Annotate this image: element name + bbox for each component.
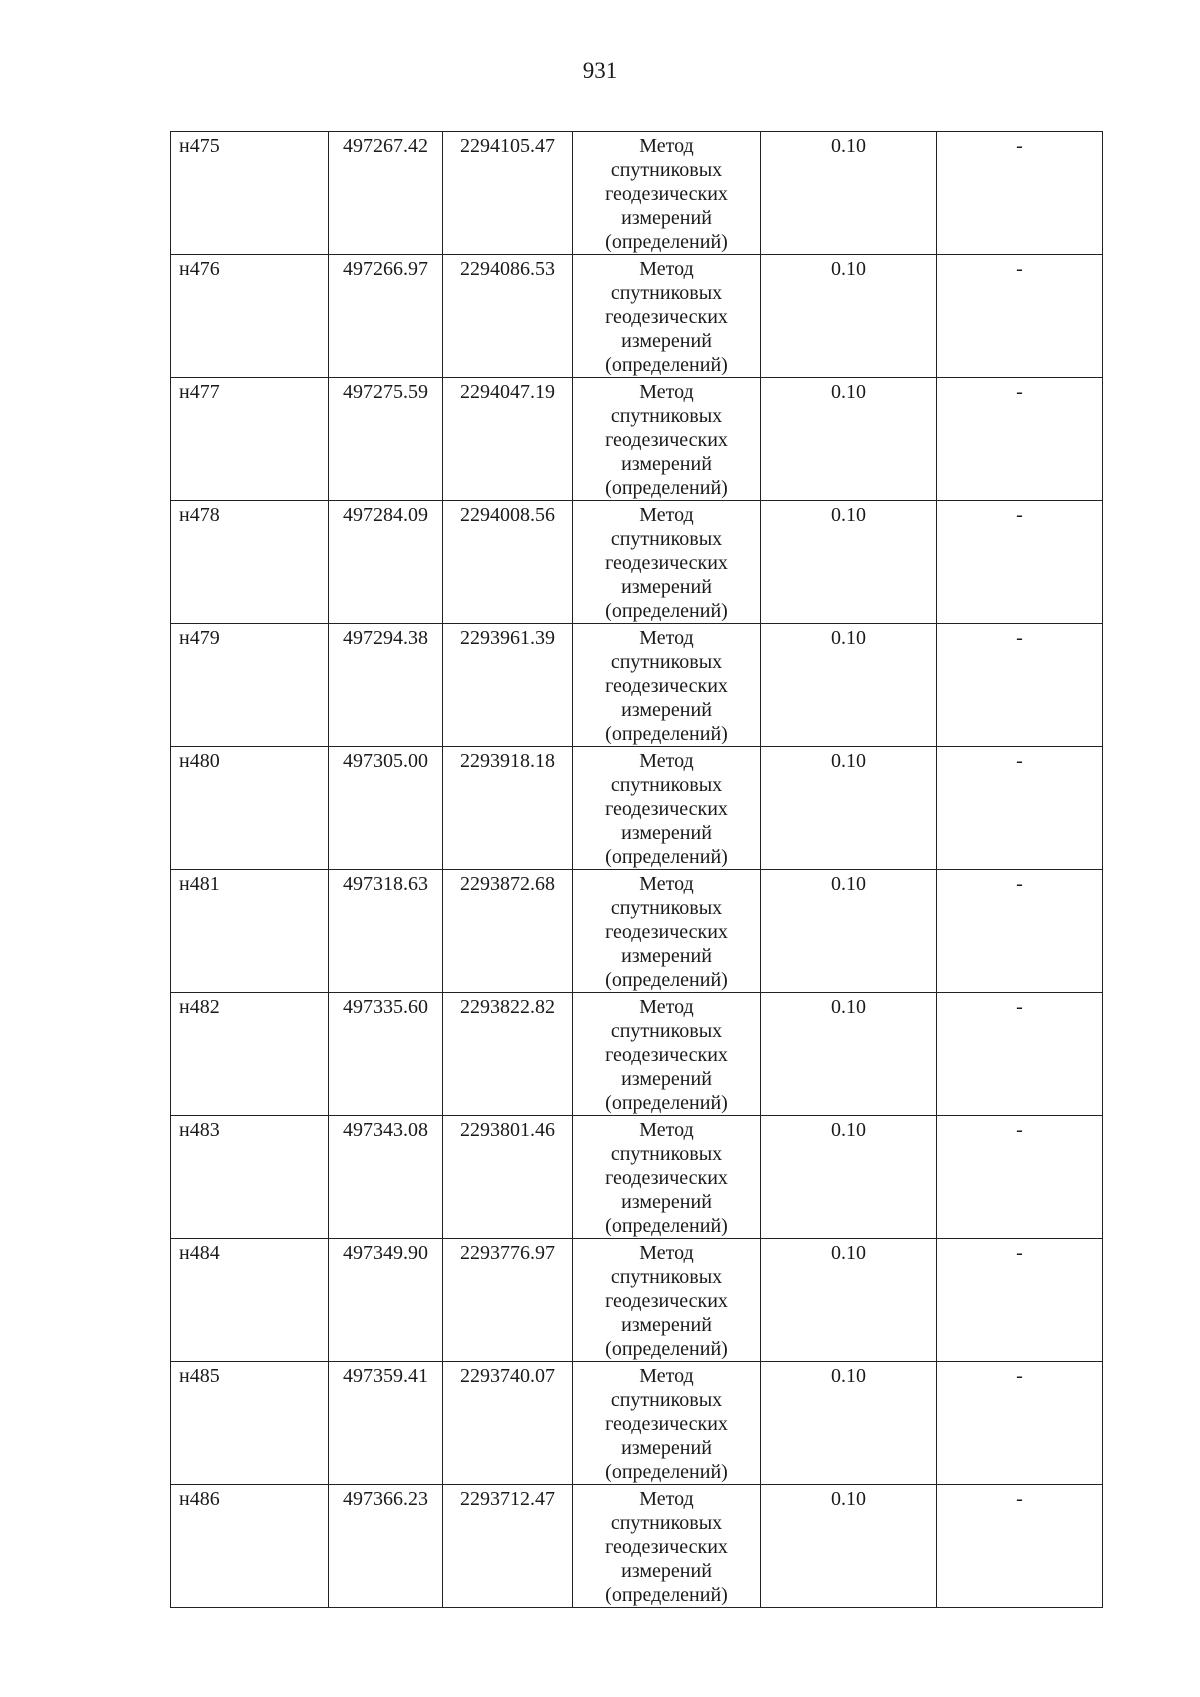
- method-text-line: геодезических: [605, 921, 728, 943]
- method-text-line: геодезических: [605, 306, 728, 328]
- method-text-line: геодезических: [605, 429, 728, 451]
- x-coordinate-cell: 497349.90: [329, 1239, 443, 1362]
- y-coordinate-cell: 2294086.53: [443, 255, 573, 378]
- note-cell: -: [937, 624, 1103, 747]
- table-row: [171, 993, 1103, 1116]
- x-coordinate-cell: 497366.23: [329, 1485, 443, 1608]
- method-text-line: (определений): [605, 477, 728, 499]
- point-number-cell: н478: [171, 501, 329, 624]
- method-text-line: Метод: [639, 627, 694, 649]
- method-cell: [573, 1362, 761, 1485]
- method-text-line: (определений): [605, 1215, 728, 1237]
- accuracy-cell: 0.10: [761, 255, 937, 378]
- page-number: 931: [582, 58, 618, 83]
- accuracy-cell: 0.10: [761, 1116, 937, 1239]
- method-text-line: Метод: [639, 1242, 694, 1264]
- method-text-line: спутниковых: [610, 1512, 723, 1534]
- method-text-line: геодезических: [605, 1167, 728, 1189]
- method-text-line: геодезических: [605, 1044, 728, 1066]
- x-coordinate-cell: 497318.63: [329, 870, 443, 993]
- note-cell: -: [937, 255, 1103, 378]
- accuracy-cell: 0.10: [761, 747, 937, 870]
- method-text-line: (определений): [605, 231, 728, 253]
- table-row: [171, 255, 1103, 378]
- method-cell: [573, 1239, 761, 1362]
- accuracy-cell: 0.10: [761, 378, 937, 501]
- point-number-cell: н477: [171, 378, 329, 501]
- table-row: [171, 624, 1103, 747]
- method-cell: [573, 1485, 761, 1608]
- table-row: [171, 132, 1103, 255]
- point-number-cell: н479: [171, 624, 329, 747]
- method-text-line: Метод: [639, 1119, 694, 1141]
- note-cell: -: [937, 1116, 1103, 1239]
- method-cell: [573, 378, 761, 501]
- method-text-line: спутниковых: [610, 774, 723, 796]
- note-cell: -: [937, 378, 1103, 501]
- method-text-line: геодезических: [605, 798, 728, 820]
- note-cell: -: [937, 1239, 1103, 1362]
- method-text-line: Метод: [639, 1365, 694, 1387]
- method-cell: [573, 501, 761, 624]
- point-number-cell: н486: [171, 1485, 329, 1608]
- method-text-line: спутниковых: [610, 1020, 723, 1042]
- point-number-cell: н476: [171, 255, 329, 378]
- method-text-line: геодезических: [605, 552, 728, 574]
- point-number-cell: н475: [171, 132, 329, 255]
- method-text-line: измерений: [621, 1437, 712, 1459]
- method-text-line: геодезических: [605, 1290, 728, 1312]
- y-coordinate-cell: 2293822.82: [443, 993, 573, 1116]
- accuracy-cell: 0.10: [761, 624, 937, 747]
- x-coordinate-cell: 497343.08: [329, 1116, 443, 1239]
- note-cell: -: [937, 1485, 1103, 1608]
- accuracy-cell: 0.10: [761, 1239, 937, 1362]
- x-coordinate-cell: 497284.09: [329, 501, 443, 624]
- method-cell: [573, 255, 761, 378]
- method-text-line: (определений): [605, 600, 728, 622]
- method-text-line: Метод: [639, 873, 694, 895]
- method-text-line: геодезических: [605, 1536, 728, 1558]
- accuracy-cell: 0.10: [761, 1362, 937, 1485]
- method-text-line: измерений: [621, 330, 712, 352]
- table-row: [171, 1239, 1103, 1362]
- note-cell: -: [937, 132, 1103, 255]
- table-row: [171, 747, 1103, 870]
- x-coordinate-cell: 497267.42: [329, 132, 443, 255]
- method-text-line: спутниковых: [610, 528, 723, 550]
- method-text-line: измерений: [621, 822, 712, 844]
- method-text-line: Метод: [639, 258, 694, 280]
- method-text-line: Метод: [639, 996, 694, 1018]
- y-coordinate-cell: 2293961.39: [443, 624, 573, 747]
- method-text-line: измерений: [621, 1191, 712, 1213]
- method-text-line: Метод: [639, 381, 694, 403]
- method-text-line: (определений): [605, 846, 728, 868]
- method-cell: [573, 747, 761, 870]
- method-text-line: (определений): [605, 1338, 728, 1360]
- y-coordinate-cell: 2294047.19: [443, 378, 573, 501]
- y-coordinate-cell: 2293872.68: [443, 870, 573, 993]
- accuracy-cell: 0.10: [761, 993, 937, 1116]
- point-number-cell: н483: [171, 1116, 329, 1239]
- x-coordinate-cell: 497335.60: [329, 993, 443, 1116]
- method-text-line: геодезических: [605, 1413, 728, 1435]
- table-row: [171, 1485, 1103, 1608]
- method-text-line: спутниковых: [610, 405, 723, 427]
- note-cell: -: [937, 747, 1103, 870]
- coordinates-table: [170, 131, 1103, 1608]
- coordinates-table-body: [171, 132, 1103, 1608]
- x-coordinate-cell: 497275.59: [329, 378, 443, 501]
- note-cell: -: [937, 870, 1103, 993]
- method-text-line: измерений: [621, 1560, 712, 1582]
- method-text-line: геодезических: [605, 183, 728, 205]
- method-text-line: Метод: [639, 750, 694, 772]
- method-text-line: измерений: [621, 1068, 712, 1090]
- x-coordinate-cell: 497266.97: [329, 255, 443, 378]
- accuracy-cell: 0.10: [761, 132, 937, 255]
- note-cell: -: [937, 1362, 1103, 1485]
- method-text-line: (определений): [605, 354, 728, 376]
- method-text-line: спутниковых: [610, 1266, 723, 1288]
- note-cell: -: [937, 993, 1103, 1116]
- method-text-line: спутниковых: [610, 651, 723, 673]
- method-text-line: измерений: [621, 453, 712, 475]
- method-text-line: спутниковых: [610, 159, 723, 181]
- method-text-line: спутниковых: [610, 1389, 723, 1411]
- method-text-line: измерений: [621, 945, 712, 967]
- method-text-line: (определений): [605, 1461, 728, 1483]
- method-text-line: Метод: [639, 135, 694, 157]
- method-text-line: измерений: [621, 576, 712, 598]
- y-coordinate-cell: 2293712.47: [443, 1485, 573, 1608]
- table-row: [171, 870, 1103, 993]
- note-cell: -: [937, 501, 1103, 624]
- method-text-line: (определений): [605, 969, 728, 991]
- method-cell: [573, 1116, 761, 1239]
- point-number-cell: н485: [171, 1362, 329, 1485]
- method-text-line: измерений: [621, 1314, 712, 1336]
- method-text-line: измерений: [621, 699, 712, 721]
- y-coordinate-cell: 2293776.97: [443, 1239, 573, 1362]
- method-text-line: (определений): [605, 1584, 728, 1606]
- method-text-line: Метод: [639, 1488, 694, 1510]
- method-cell: [573, 132, 761, 255]
- y-coordinate-cell: 2294105.47: [443, 132, 573, 255]
- table-row: [171, 1362, 1103, 1485]
- point-number-cell: н482: [171, 993, 329, 1116]
- x-coordinate-cell: 497294.38: [329, 624, 443, 747]
- method-text-line: спутниковых: [610, 282, 723, 304]
- accuracy-cell: 0.10: [761, 1485, 937, 1608]
- x-coordinate-cell: 497305.00: [329, 747, 443, 870]
- point-number-cell: н481: [171, 870, 329, 993]
- method-text-line: спутниковых: [610, 897, 723, 919]
- method-cell: [573, 624, 761, 747]
- y-coordinate-cell: 2294008.56: [443, 501, 573, 624]
- accuracy-cell: 0.10: [761, 501, 937, 624]
- method-text-line: (определений): [605, 723, 728, 745]
- y-coordinate-cell: 2293918.18: [443, 747, 573, 870]
- method-text-line: спутниковых: [610, 1143, 723, 1165]
- method-text-line: (определений): [605, 1092, 728, 1114]
- y-coordinate-cell: 2293801.46: [443, 1116, 573, 1239]
- method-text-line: геодезических: [605, 675, 728, 697]
- method-text-line: Метод: [639, 504, 694, 526]
- table-row: [171, 378, 1103, 501]
- accuracy-cell: 0.10: [761, 870, 937, 993]
- table-row: [171, 501, 1103, 624]
- x-coordinate-cell: 497359.41: [329, 1362, 443, 1485]
- method-cell: [573, 870, 761, 993]
- method-text-line: измерений: [621, 207, 712, 229]
- y-coordinate-cell: 2293740.07: [443, 1362, 573, 1485]
- point-number-cell: н480: [171, 747, 329, 870]
- table-row: [171, 1116, 1103, 1239]
- point-number-cell: н484: [171, 1239, 329, 1362]
- method-cell: [573, 993, 761, 1116]
